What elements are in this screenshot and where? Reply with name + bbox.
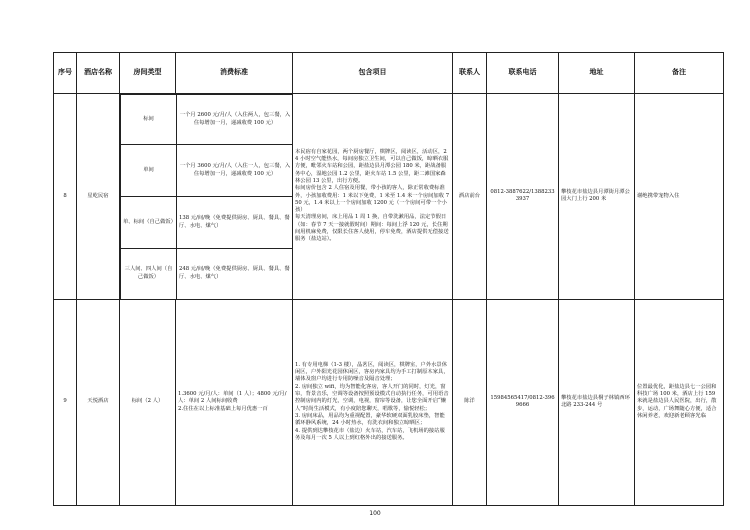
price-standard: 138 元/间/晚（免费提供厨房、厨具、餐具、餐厅、水电、煤气）	[177, 197, 293, 249]
price-standard: 一个月 2600 元/月/人（入住两人，包三餐，入住每增加一月，递减收费 100 元）	[177, 95, 293, 145]
includes-paragraph: 1. 有专用电梯（1-3 楼），晶茗区，阅读区，棋牌室，户外水景休闲区，户外阳光花园休闲区，客房内家具均为手工打制原木家具，墙体及窗户均进行专用防噪音及隔音处理；	[295, 361, 449, 383]
table-row	[54, 299, 724, 505]
sub-row	[121, 197, 293, 249]
includes-paragraph: 4. 提供到达攀枝花市（盐边）火车站，汽车站，飞机场的接站服务及每月一次 5 人以上到红格外出的接送服务。	[295, 427, 445, 441]
room-price-subtable	[120, 94, 293, 299]
header-price: 消费标准	[176, 53, 293, 94]
contact-phone: 0812-3887622/13882333937	[487, 94, 559, 300]
includes-paragraph: 2. 房间独立 wifi，均为智能化客房，客人开门的同时，灯光，窗帘，背景音乐，空调等设备按照预设模式自动执行任务，可用语音控制房间内的灯光，空调，电视，窗帘等设备，让您全面开启“懒人”时尚生活模式，有小度陪您聊天，唱歌等，愉悦轻松；	[295, 383, 449, 412]
contact-phone: 15984565417/0812-3969666	[487, 299, 559, 505]
room-type: 单、标间（自己做饭）	[121, 197, 177, 249]
sub-row	[121, 145, 293, 197]
row-no: 9	[54, 299, 77, 505]
page-number: 100	[369, 510, 381, 517]
includes-paragraph: 3. 房间床品，用品均为重视配置，豪华软硬双面乳胶床垫，智能循环静风系统，24 小时热水，有洗衣间和独立晾晒区；	[295, 412, 445, 427]
row-hotel-name: 星屹民宿	[77, 94, 120, 300]
price-standard: 一个月 3600 元/月/人（入住一人，包三餐，入住每增加一月，递减收费 100 元）	[177, 145, 293, 197]
room-type: 单间	[121, 145, 177, 197]
note: 位置最优化，距盐边县七一公园和科技广场 100 米，酒店上行 159 米就是盐边县人民医院，出行，散步，运动，广场舞随心方便，适合休闲养老，欢迎新老顾客光临	[635, 299, 724, 505]
header-phone: 联系电话	[487, 53, 559, 94]
room-type: 三人间、四人间（自己做饭）	[121, 249, 177, 299]
row-no: 8	[54, 94, 77, 300]
includes-text	[293, 299, 453, 505]
header-note: 备注	[635, 53, 724, 94]
header-contact: 联系人	[453, 53, 487, 94]
address: 攀枝花市盐边县月潭街月潭公园大门上行 200 米	[559, 94, 635, 300]
address: 攀枝花市盐边县桐子林镇西环北路 233-244 号	[559, 299, 635, 505]
sub-row	[121, 249, 293, 299]
sub-row	[121, 95, 293, 145]
note: 谢绝携带宠物入住	[635, 94, 724, 300]
room-price-subtable-cell	[120, 94, 293, 300]
contact-person: 酒店前台	[453, 94, 487, 300]
header-row	[54, 53, 724, 94]
includes-paragraph: 标间房价包含 2 人住宿及用餐，带小孩的客人，除正常收费标准外，小孩加收费用：1 米以下免费，1 米至 1.4 米一个房间加收 750 元，1.4 米以上一个房间加收 1200 元（一个房间可带一个小孩）	[295, 185, 450, 214]
includes-paragraph: 每天清理房间，床上用品 1 周 1 换，自带洗漱用品，法定节假日（如：春节 7 天一接就假时间）期间：每间上浮 120 元，长住期间用机麻免费，仅限长住客人使用，停车免费，酒店提供无偿接送服务（盐边站）。	[295, 214, 449, 243]
hotel-table	[53, 52, 724, 506]
room-type: 标间（2 人）	[120, 299, 176, 505]
price-standard: 248 元/间/晚（免费提供厨房、厨具、餐具、餐厅、水电、煤气）	[177, 249, 293, 299]
price-standard: 1.3600 元/月/人：单间（1 人）；4800 元/月/人：单间 2 人间标间收费 2.住住在以上标准基础上每月优惠一百	[176, 299, 293, 505]
contact-person: 陈洋	[453, 299, 487, 505]
includes-text	[293, 94, 453, 300]
header-no: 序号	[54, 53, 77, 94]
header-includes: 包含项目	[293, 53, 453, 94]
room-type: 标间	[121, 95, 177, 145]
header-room-type: 房间类型	[120, 53, 176, 94]
header-hotel: 酒店名称	[77, 53, 120, 94]
includes-paragraph: 本民宿有自家花园，两个厨房餐厅，棋牌区，阅读区，活动区，24 小时空气能热水，每间房独立卫生间，可以自己做饭，晾晒衣服方便，毗邻火车站和公园，距盐边县月潭公园 180 米，距战备服务中心，湿地公园 1.2 公里，距火车站 1.5 公里，距二滩国家森林公园 13 公里，出行方便。	[295, 148, 449, 184]
table-row	[54, 94, 724, 300]
row-hotel-name: 天悦酒店	[77, 299, 120, 505]
header-address: 地址	[559, 53, 635, 94]
